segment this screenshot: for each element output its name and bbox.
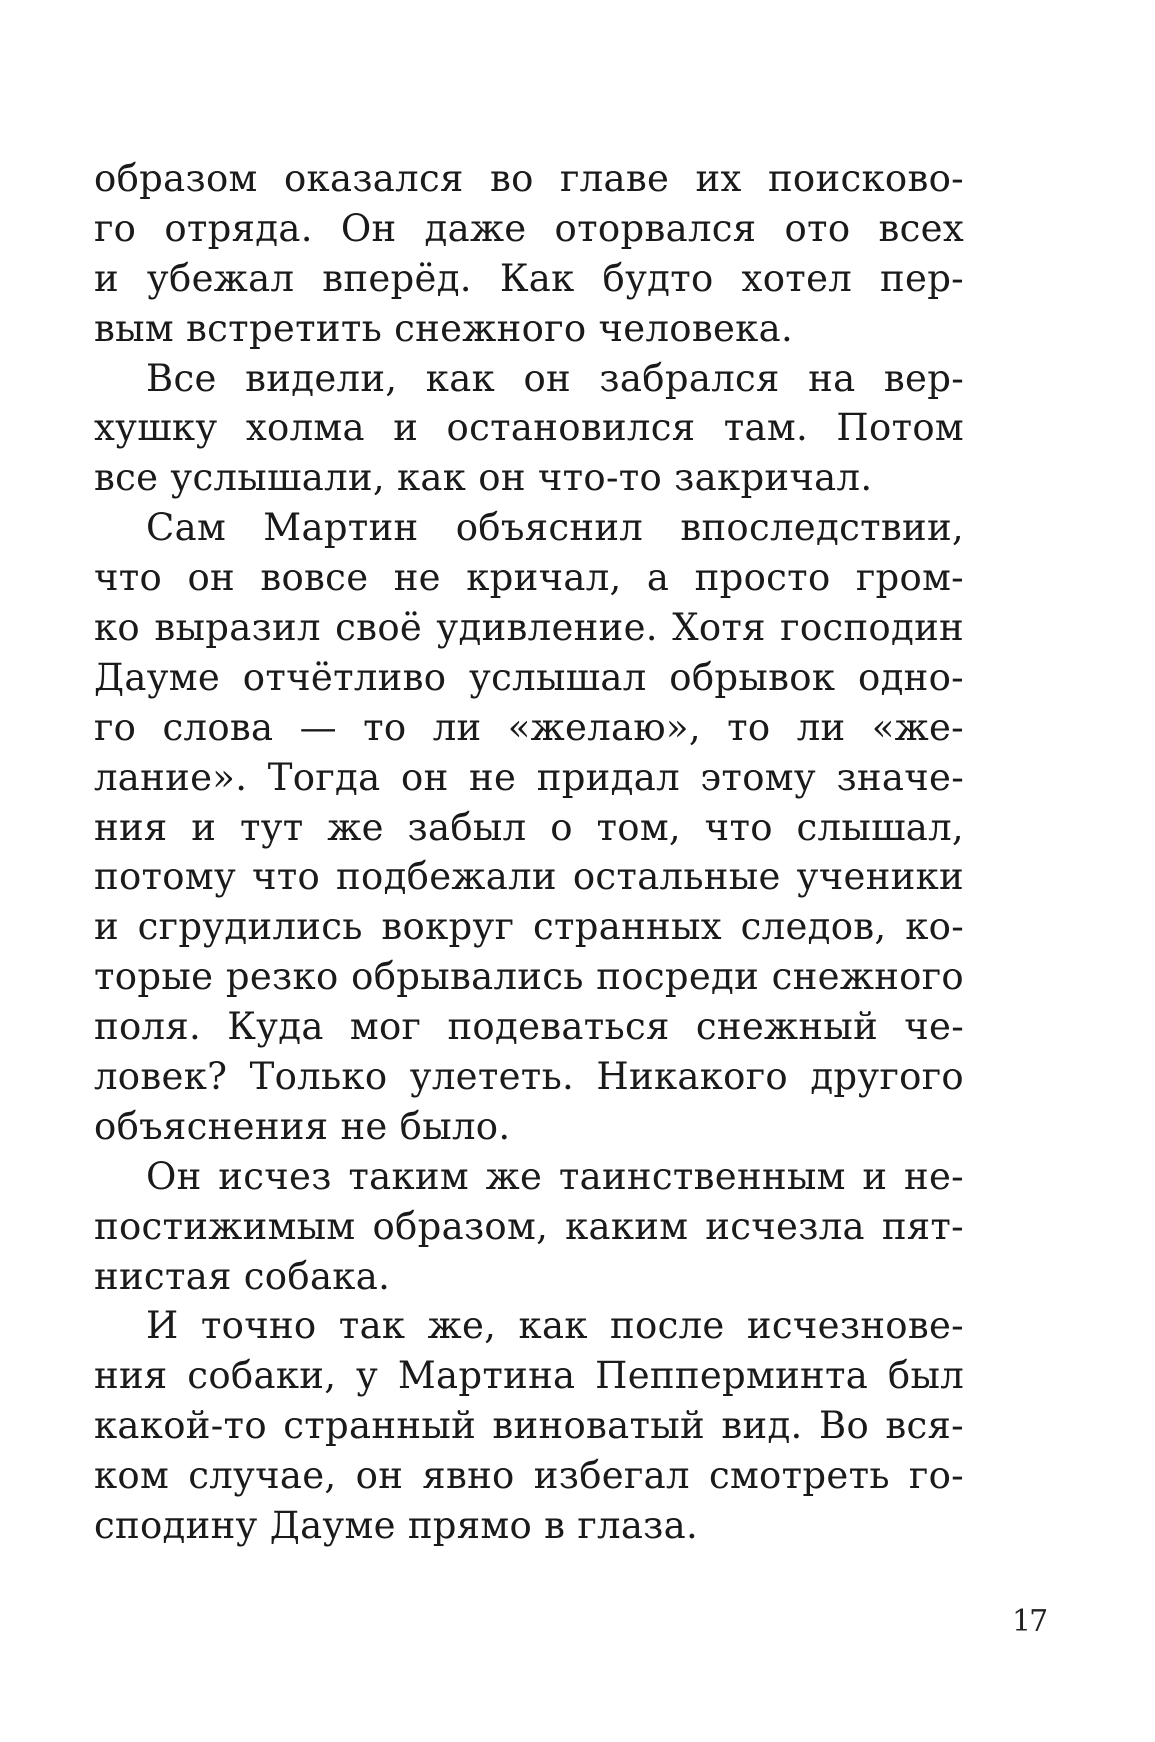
text-line: сподину Дауме прямо в глаза. [94,1504,699,1548]
text-line: ния собаки, у Мартина Пепперминта был [94,1354,964,1398]
text-line: го слова — то ли «желаю», то ли «же- [94,705,964,749]
text-line: объяснения не было. [94,1104,511,1148]
text-line: все услышали, как он что-то закричал. [94,456,873,500]
text-line: ловек? Только улететь. Никакого другого [94,1055,964,1099]
text-line: какой-то странный виноватый вид. Во вся- [94,1404,964,1448]
text-line: что он вовсе не кричал, а просто гром- [94,556,964,600]
text-line: торые резко обрывались посреди снежного [94,955,964,999]
text-line: ком случае, он явно избегал смотреть го- [94,1454,964,1498]
text-line: лание». Тогда он не придал этому значе- [94,755,964,799]
text-line: го отряда. Он даже оторвался ото всех [94,206,964,250]
text-line: ния и тут же забыл о том, что слышал, [94,805,964,849]
text-line: образом оказался во главе их поисково- [94,157,964,200]
text-line: нистая собака. [94,1254,391,1298]
text-line: хушку холма и остановился там. Потом [94,406,964,450]
text-line: Все видели, как он забрался на вер- [146,356,964,400]
text-line: Сам Мартин объяснил впоследствии, [146,506,964,550]
text-line: постижимым образом, каким исчезла пят- [94,1204,964,1248]
text-line: поля. Куда мог подеваться снежный че- [94,1005,964,1049]
text-line: вым встретить снежного человека. [94,306,794,350]
text-line: Он исчез таким же таинственным и не- [146,1154,964,1198]
text-line: ко выразил своё удивление. Хотя господин [94,606,964,650]
text-line: И точно так же, как после исчезнове- [146,1304,964,1348]
text-line: Дауме отчётливо услышал обрывок одно- [94,655,964,699]
page-number: 17 [1012,1604,1047,1639]
text-line: потому что подбежали остальные ученики [94,855,964,899]
text-line: и сгрудились вокруг странных следов, ко- [94,905,964,949]
body-text [94,154,1154,1551]
text-line: и убежал вперёд. Как будто хотел пер- [94,256,964,300]
